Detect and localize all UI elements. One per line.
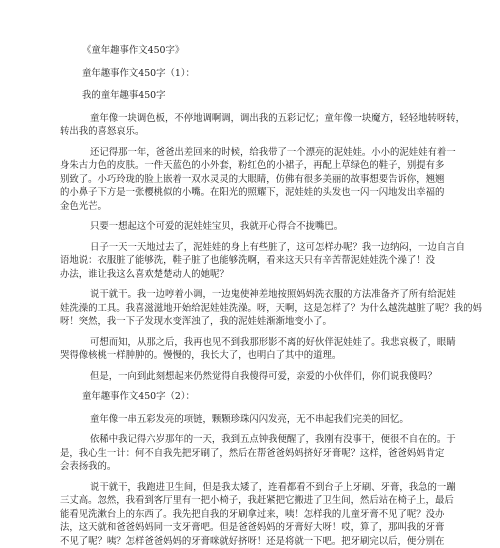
paragraph-line: 会表扬我的。 (60, 460, 436, 474)
paragraph-line: 别致了。小巧玲珑的脸上嵌着一双水灵灵的大眼睛，仿佛有很多美丽的故事想要告诉你，翘翘 (60, 173, 436, 187)
paragraph-line: 依稀中我记得六岁那年的一天，我到五点钟我便醒了，我刚有没事干，便很不自在的。于 (90, 433, 436, 447)
section-heading: 童年趣事作文450字（1）： (82, 67, 458, 81)
paragraph-line: 但是，一向到此刻想起来仍然觉得自我傻得可爱，亲爱的小伙伴们，你们说我傻吗？ (90, 370, 436, 384)
paragraph-line: 身朱古力色的皮肤。一件天蓝色的小外套，粉红色的小裙子，再配上草绿色的鞋子，别提有多 (60, 159, 436, 173)
paragraph-line: 法，这天就和爸爸妈妈同一支牙膏吧。但是爸爸妈妈的牙膏好大呀！哎，算了，那叫我的牙膏 (60, 521, 436, 535)
paragraph-line: 娃洗澡的工具。我喜滋滋地开始给泥娃娃洗澡。呀，天啊，这是怎样了？为什么越洗越脏了呢？我的妈 (60, 302, 436, 316)
paragraph-line: 能看见洗漱台上的东西了。我先把自我的牙刷拿过来，咦！怎样我的儿童牙膏不见了呢？没办 (60, 508, 436, 522)
paragraph-line: 金色光芒。 (60, 200, 436, 214)
paragraph-line: 童年像一块调色板，不停地调啊调，调出我的五彩记忆；童年像一块魔方，轻轻地转呀转， (90, 112, 436, 126)
paragraph-line: 可想而知，从那之后，我再也见不到我那形影不离的好伙伴泥娃娃了。我悲哀极了，眼睛 (90, 336, 436, 350)
paragraph-line: 日子一天一天地过去了，泥娃娃的身上有些脏了，这可怎样办呢？我一边纳闷，一边自言自 (90, 241, 436, 255)
paragraph-line: 办法，谁让我这么喜欢楚楚动人的她呢？ (60, 268, 436, 282)
paragraph-line: 童年像一串五彩发亮的项链，颗颗珍珠闪闪发亮，无不串起我们完美的回忆。 (90, 413, 436, 427)
paragraph-line: 三丈高。忽然，我看到客厅里有一把小椅子，我赶紧把它搬进了卫生间，然后站在椅子上，最后 (60, 494, 436, 508)
paragraph-line: 只要一想起这个可爱的泥娃娃宝贝，我就开心得合不拢嘴巴。 (90, 220, 436, 234)
section-subheading: 我的童年趣事450字 (82, 89, 458, 103)
paragraph-line: 语地说：衣服脏了能够洗，鞋子脏了也能够洗啊，看来这天只有辛苦帮泥娃娃洗个澡了！没 (60, 254, 436, 268)
paragraph-line: 转出我的喜怒哀乐。 (60, 125, 436, 139)
paragraph-line: 说干就干。我一边哼着小调，一边鬼使神差地按照妈妈洗衣服的方法准备齐了所有给泥娃 (90, 288, 436, 302)
section-heading: 童年趣事作文450字（2）： (82, 390, 458, 404)
paragraph-line: 不见了呢？咦？怎样爸爸妈妈的牙膏咪就好挤呀！还是将就一下吧。把牙刷完以后，便分别在 (60, 535, 436, 548)
paragraph-line: 呀！突然，我一下子发现水变浑浊了，我的泥娃娃渐渐地变小了。 (60, 315, 436, 329)
paragraph-line: 哭得像核桃一样肿肿的。慢慢的，我长大了，也明白了其中的道理。 (60, 349, 436, 363)
paragraph-line: 的小鼻子下方是一张樱桃似的小嘴。在阳光的照耀下，泥娃娃的头发也一闪一闪地发出幸福的 (60, 186, 436, 200)
paragraph-line: 是，我心生一计：何不自我先把牙刷了，然后在帮爸爸妈妈挤好牙膏呢？这样，爸爸妈妈肯定 (60, 447, 436, 461)
paragraph-line: 说干就干，我跑进卫生间，但是我太矮了，连看都看不到台子上牙刷、牙膏，我急的一蹦 (90, 481, 436, 495)
paragraph-line: 还记得那一年，爸爸出差回来的时候，给我带了一个漂亮的泥娃娃。小小的泥娃娃有着一 (90, 146, 436, 160)
document-title: 《童年趣事作文450字》 (82, 44, 458, 58)
